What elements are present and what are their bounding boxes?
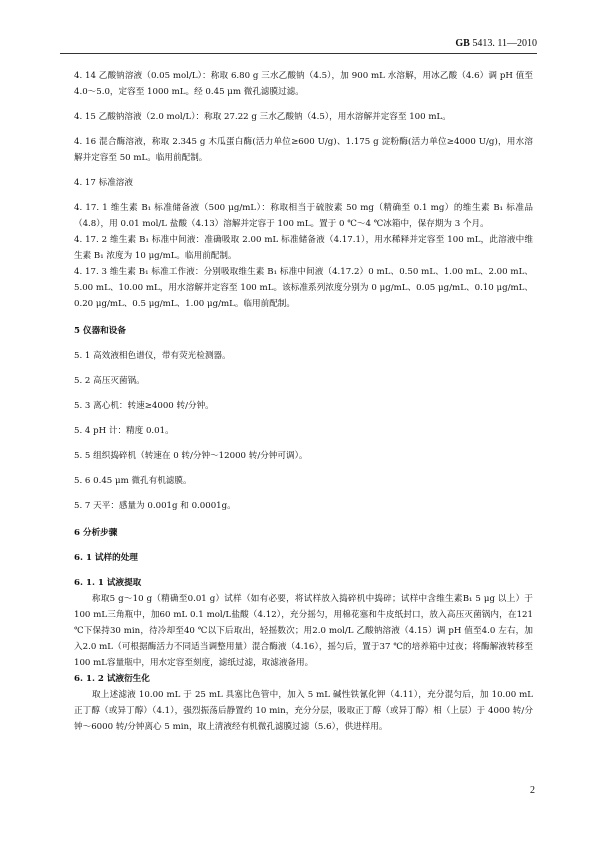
- clause-5-7: 5. 7 天平：感量为 0.001g 和 0.0001g。: [74, 501, 236, 511]
- clause-4-15: 4. 15 乙酸钠溶液（2.0 mol/L）：称取 27.22 g 三水乙酸钠（4.5），用水溶解并定容至 100 mL。: [74, 112, 451, 122]
- clause-4-17-2: 4. 17. 2 维生素 B₁ 标准中间液：准确吸取 2.00 mL 标准储备液（4.17.1），用水稀释并定容至 100 mL，此溶液中维生素 B₁ 浓度为 10 μg/mL。临用前配制。: [74, 235, 533, 261]
- header-divider: [60, 53, 537, 54]
- clause-4-17-3: 4. 17. 3 维生素 B₁ 标准工作液：分别吸取维生素 B₁ 标准中间液（4.17.2）0 mL、0.50 mL、1.00 mL、2.00 mL、5.00 mL、10.00 mL，用水溶解并定容至 100 mL。该标准系列浓度分别为 0 μg/mL、0.05 μg/mL、0.10 μg/mL、0.20 μg/mL、0.5 μg/mL、1.00 μg/mL。临用前配制。: [74, 267, 533, 309]
- clause-5-1: 5. 1 高效液相色谱仪，带有荧光检测器。: [74, 351, 231, 361]
- page-number: 2: [530, 785, 535, 796]
- clause-4-17-1: 4. 17. 1 维生素 B₁ 标准储备液（500 μg/mL）：称取相当于硫胺素 50 mg（精确至 0.1 mg）的维生素 B₁ 标准品（4.8），用 0.01 mol/L 盐酸（4.13）溶解并定容于 100 mL。置于 0 ℃～4 ℃冰箱中，保存期为 3 个月。: [74, 203, 533, 229]
- document-body: [74, 68, 533, 735]
- section-6-1-2-heading: 6. 1. 2 试液衍生化: [74, 674, 150, 684]
- clause-5-5: 5. 5 组织捣碎机（转速在 0 转/分钟～12000 转/分钟可调）。: [74, 451, 308, 461]
- clause-4-16: 4. 16 混合酶溶液，称取 2.345 g 木瓜蛋白酶(活力单位≥600 U/g)、1.175 g 淀粉酶(活力单位≥4000 U/g)，用水溶解并定容至 50 mL。临用前配制。: [74, 137, 533, 163]
- clause-5-2: 5. 2 高压灭菌锅。: [74, 376, 145, 386]
- section-6-1-heading: 6. 1 试样的处理: [74, 553, 138, 563]
- clause-5-4: 5. 4 pH 计：精度 0.01。: [74, 426, 174, 436]
- standard-code: GB: [455, 38, 470, 49]
- clause-6-1-1-body: 称取5 g～10 g（精确至0.01 g）试样（如有必要，将试样放入捣碎机中捣碎；试样中含维生素B₁ 5 μg 以上）于100 mL三角瓶中，加60 mL 0.1 mol/L盐酸（4.12），充分摇匀，用棉花塞和牛皮纸封口，放入高压灭菌锅内，在121 ℃下保持30 min，待冷却至40 ℃以下后取出，轻摇数次；用2.0 mol/L 乙酸钠溶液（4.15）调 pH 值至4.0 左右，加入2.0 mL（可根据酶活力不同适当调整用量）混合酶液（4.16），摇匀后，置于37 ℃的培养箱中过夜；将酶解液转移至100 mL容量瓶中，用水定容至刻度，滤纸过滤，取滤液备用。: [74, 594, 533, 668]
- section-6-1-1-heading: 6. 1. 1 试液提取: [74, 578, 142, 588]
- clause-5-6: 5. 6 0.45 μm 微孔有机滤膜。: [74, 476, 192, 486]
- clause-5-3: 5. 3 离心机：转速≥4000 转/分钟。: [74, 401, 214, 411]
- clause-4-14: 4. 14 乙酸钠溶液（0.05 mol/L）：称取 6.80 g 三水乙酸钠（4.5），加 900 mL 水溶解，用冰乙酸（4.6）调 pH 值至 4.0～5.0，定容至 1000 mL。经 0.45 μm 微孔滤膜过滤。: [74, 71, 533, 97]
- standard-number: 5413. 11—2010: [469, 38, 537, 49]
- standard-header: [455, 38, 537, 49]
- clause-6-1-2-body: 取上述滤液 10.00 mL 于 25 mL 具塞比色管中，加入 5 mL 碱性铁氰化钾（4.11），充分混匀后，加 10.00 mL 正丁醇（或异丁醇）（4.1），强烈振荡后静置约 10 min，充分分层，吸取正丁醇（或异丁醇）相（上层）于 4000 转/分钟～6000 转/分钟离心 5 min，取上清液经有机微孔滤膜过滤（5.6），供进样用。: [74, 690, 533, 732]
- clause-4-17-heading: 4. 17 标准溶液: [74, 178, 133, 188]
- section-5-heading: 5 仪器和设备: [74, 326, 126, 336]
- section-6-heading: 6 分析步骤: [74, 528, 118, 538]
